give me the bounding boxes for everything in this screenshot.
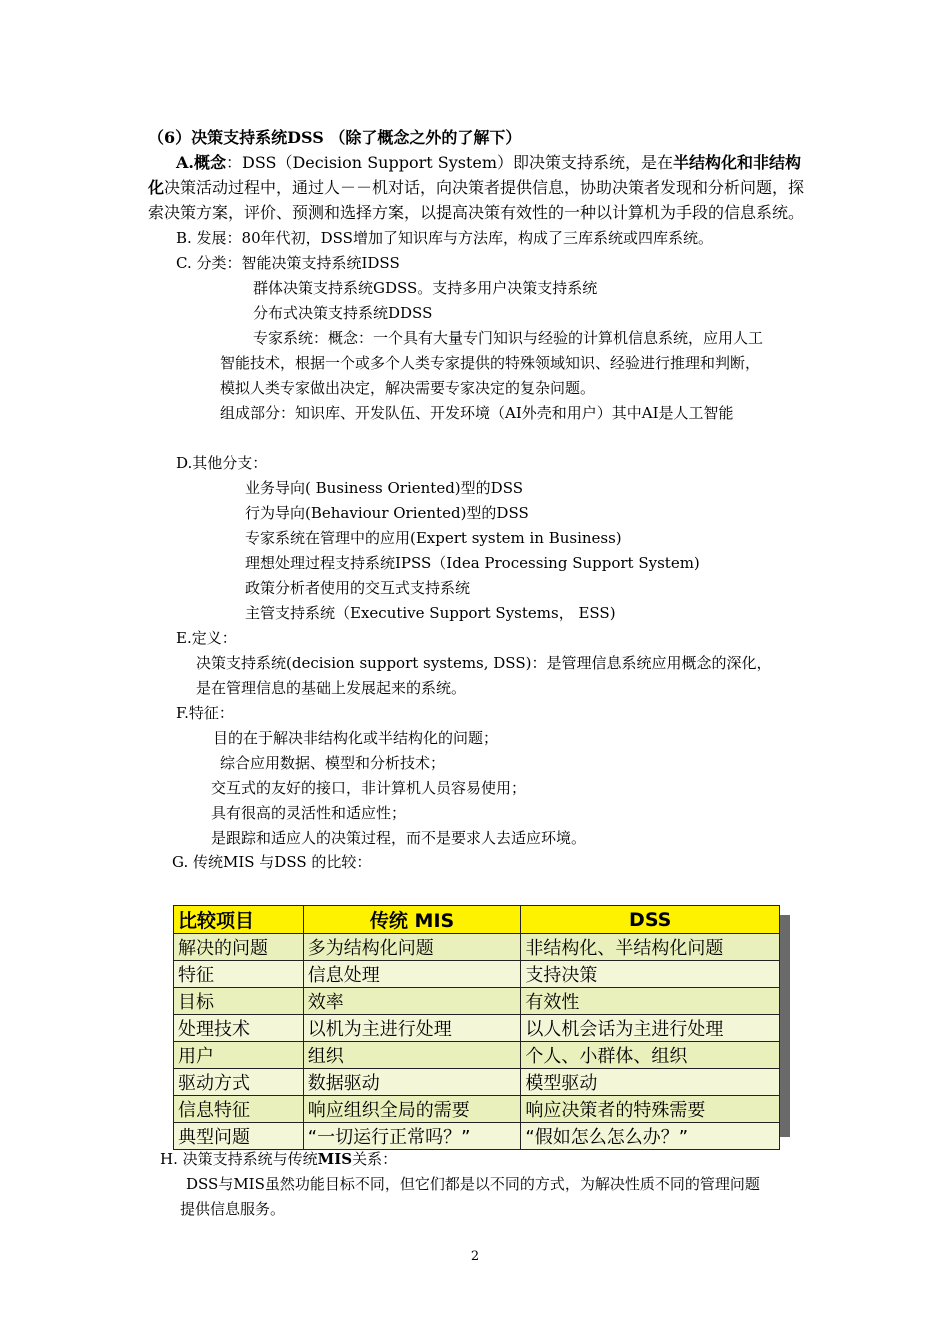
development-line: B. 发展：80年代初，DSS增加了知识库与方法库，构成了三库系统或四库系统。 — [176, 229, 713, 247]
table-row — [174, 1015, 780, 1042]
table-header-cell: 比较项目 — [174, 906, 304, 934]
feature-item: 是跟踪和适应人的决策过程，而不是要求人去适应环境。 — [211, 829, 587, 847]
features-title: F.特征： — [176, 704, 234, 722]
section-heading: （6）决策支持系统DSS （除了概念之外的了解下） — [148, 128, 522, 147]
relationship-title — [160, 1149, 397, 1169]
table-cell: 支持决策 — [521, 961, 780, 988]
table-cell: 有效性 — [521, 988, 780, 1015]
classification-line-2: 群体决策支持系统GDSS。支持多用户决策支持系统 — [253, 279, 598, 297]
branch-item: 业务导向( Business Oriented)型的DSS — [245, 479, 523, 497]
table-cell: 解决的问题 — [174, 934, 304, 961]
table-cell: 响应决策者的特殊需要 — [521, 1096, 780, 1123]
table-cell: 典型问题 — [174, 1123, 304, 1150]
concept-text-2: 决策活动过程中，通过人－－机对话，向决策者提供信息，协助决策者发现和分析问题，探 — [164, 178, 805, 197]
table-cell: 组织 — [303, 1042, 521, 1069]
relationship-suffix: 关系： — [352, 1150, 398, 1168]
table-row — [174, 1096, 780, 1123]
table-cell: 以人机会话为主进行处理 — [521, 1015, 780, 1042]
comparison-table — [173, 905, 780, 1150]
branch-item: 理想处理过程支持系统IPSS（Idea Processing Support System) — [245, 554, 700, 572]
classification-line-1: C. 分类：智能决策支持系统IDSS — [176, 254, 400, 272]
feature-item: 目的在于解决非结构化或半结构化的问题； — [213, 729, 499, 747]
page-number: 2 — [470, 1249, 480, 1264]
classification-line-3: 分布式决策支持系统DDSS — [253, 304, 433, 322]
concept-line-1 — [176, 153, 801, 173]
relationship-line-2: 提供信息服务。 — [180, 1200, 286, 1218]
table-cell: 信息特征 — [174, 1096, 304, 1123]
concept-line-3: 索决策方案，评价、预测和选择方案，以提高决策有效性的一种以计算机为手段的信息系统。 — [148, 203, 805, 222]
branch-item: 专家系统在管理中的应用(Expert system in Business) — [245, 529, 622, 547]
table-cell: 特征 — [174, 961, 304, 988]
expert-system-line-1: 专家系统：概念：一个具有大量专门知识与经验的计算机信息系统，应用人工 — [253, 329, 764, 347]
table-row — [174, 1069, 780, 1096]
definition-line-2: 是在管理信息的基础上发展起来的系统。 — [196, 679, 467, 697]
table-cell: “一切运行正常吗？” — [303, 1123, 521, 1150]
concept-intro: ：DSS（Decision Support System）即决策支持系统，是在 — [226, 153, 674, 172]
table-cell: 响应组织全局的需要 — [303, 1096, 521, 1123]
expert-system-line-3: 模拟人类专家做出决定，解决需要专家决定的复杂问题。 — [220, 379, 596, 397]
relationship-bold: MIS — [317, 1150, 353, 1168]
concept-line-2 — [148, 178, 804, 198]
relationship-line-1: DSS与MIS虽然功能目标不同，但它们都是以不同的方式，为解决性质不同的管理问题 — [186, 1175, 760, 1193]
other-branches-title: D.其他分支： — [176, 454, 268, 472]
branch-item: 主管支持系统（Executive Support Systems， ESS) — [245, 604, 616, 622]
table-header-row — [174, 906, 780, 934]
branch-item: 行为导向(Behaviour Oriented)型的DSS — [245, 504, 529, 522]
expert-system-line-2: 智能技术，根据一个或多个人类专家提供的特殊领域知识、经验进行推理和判断， — [220, 354, 761, 372]
table-cell: 以机为主进行处理 — [303, 1015, 521, 1042]
feature-item: 交互式的友好的接口，非计算机人员容易使用； — [211, 779, 527, 797]
table-header-cell: DSS — [521, 906, 780, 934]
concept-label: A.概念 — [176, 153, 226, 172]
table-row — [174, 988, 780, 1015]
table-row — [174, 1123, 780, 1150]
table-cell: 处理技术 — [174, 1015, 304, 1042]
table-cell: 非结构化、半结构化问题 — [521, 934, 780, 961]
table-row — [174, 1042, 780, 1069]
table-cell: “假如怎么怎么办？” — [521, 1123, 780, 1150]
concept-bold-2: 化 — [148, 178, 165, 197]
table-cell: 模型驱动 — [521, 1069, 780, 1096]
table-row — [174, 934, 780, 961]
table-cell: 信息处理 — [303, 961, 521, 988]
table-cell: 目标 — [174, 988, 304, 1015]
table-row — [174, 961, 780, 988]
feature-item: 具有很高的灵活性和适应性； — [211, 804, 407, 822]
table-cell: 驱动方式 — [174, 1069, 304, 1096]
expert-system-line-4: 组成部分：知识库、开发队伍、开发环境（AI外壳和用户）其中AI是人工智能 — [220, 404, 734, 422]
table-cell: 个人、小群体、组织 — [521, 1042, 780, 1069]
table-cell: 用户 — [174, 1042, 304, 1069]
relationship-prefix: H. 决策支持系统与传统 — [160, 1150, 318, 1168]
table-cell: 效率 — [303, 988, 521, 1015]
branch-item: 政策分析者使用的交互式支持系统 — [245, 579, 471, 597]
definition-title: E.定义： — [176, 629, 237, 647]
definition-line-1: 决策支持系统(decision support systems, DSS)：是管理信息系统应用概念的深化， — [196, 654, 772, 672]
comparison-title: G. 传统MIS 与DSS 的比较： — [172, 853, 372, 871]
comparison-table-container — [173, 905, 780, 1148]
table-cell: 多为结构化问题 — [303, 934, 521, 961]
feature-item: 综合应用数据、模型和分析技术； — [220, 754, 446, 772]
table-header-cell: 传统 MIS — [303, 906, 521, 934]
concept-bold: 半结构化和非结构 — [673, 153, 802, 172]
table-cell: 数据驱动 — [303, 1069, 521, 1096]
